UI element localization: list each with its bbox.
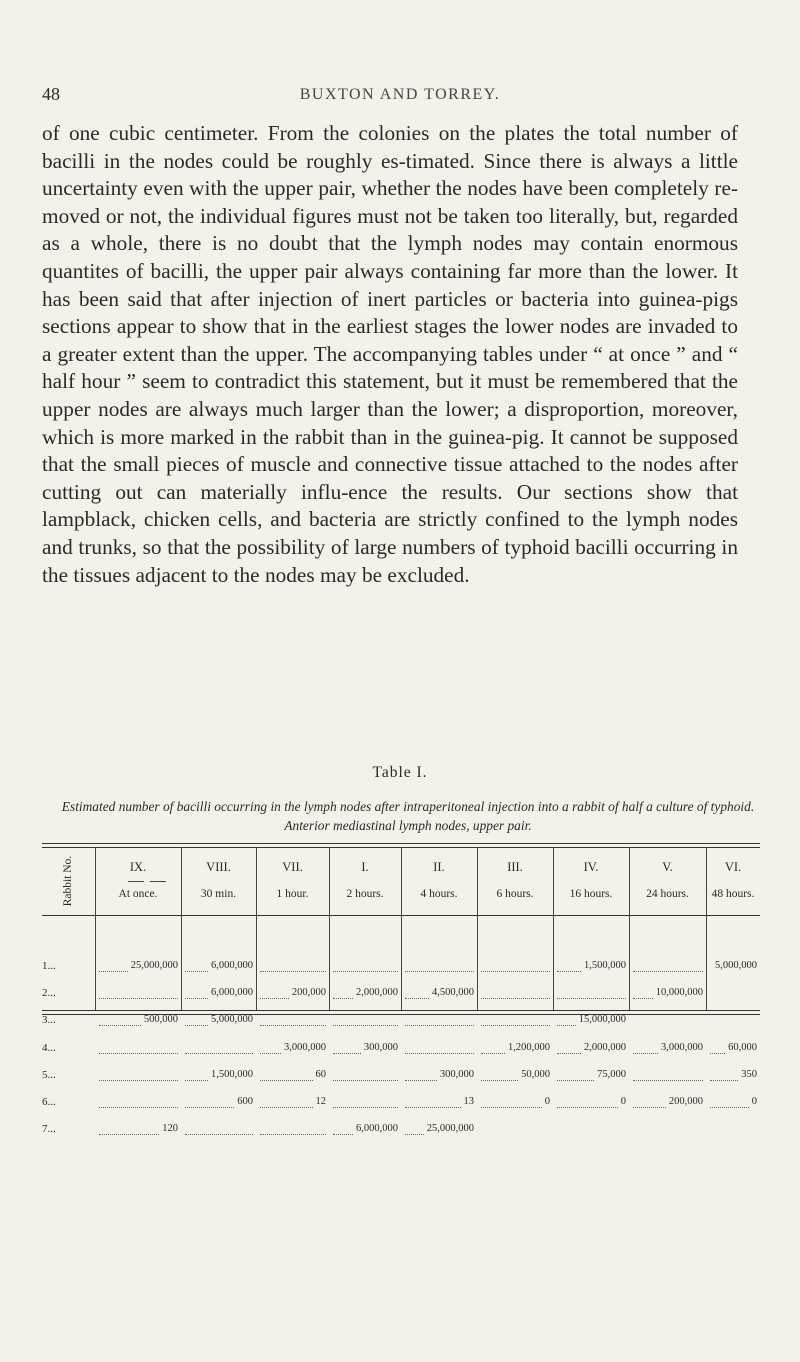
table-cell: 10,000,000 bbox=[655, 987, 703, 998]
cell-leader-dots bbox=[333, 1053, 361, 1054]
cell-leader-dots bbox=[710, 1107, 749, 1108]
page-number: 48 bbox=[42, 84, 60, 104]
cell-leader-dots bbox=[481, 1107, 542, 1108]
empty-cell-leader bbox=[99, 1080, 178, 1081]
column-header-time: 4 hours. bbox=[420, 888, 458, 900]
column-header-time: 1 hour. bbox=[276, 888, 309, 900]
cell-leader-dots bbox=[710, 1053, 725, 1054]
column-header-roman: VIII. bbox=[206, 860, 231, 874]
cell-leader-dots bbox=[481, 1053, 505, 1054]
column-header-roman: VI. bbox=[724, 860, 742, 874]
row-label: 4... bbox=[42, 1042, 56, 1054]
cell-leader-dots bbox=[99, 971, 128, 972]
table-cell: 60,000 bbox=[728, 1042, 757, 1053]
cell-leader-dots bbox=[185, 1080, 208, 1081]
table-top-rule bbox=[42, 843, 760, 844]
column-line bbox=[181, 847, 182, 1010]
table-heading-word: Table bbox=[372, 764, 412, 781]
empty-cell-leader bbox=[185, 1134, 253, 1135]
column-header-roman: I. bbox=[361, 860, 369, 874]
table-cell: 5,000,000 bbox=[211, 1014, 253, 1025]
table-cell: 1,200,000 bbox=[508, 1042, 550, 1053]
cell-leader-dots bbox=[710, 1080, 738, 1081]
table-heading-number: I. bbox=[416, 764, 428, 781]
column-header-time: 16 hours. bbox=[569, 888, 613, 900]
cell-leader-dots bbox=[260, 998, 289, 999]
table-cell: 0 bbox=[620, 1096, 626, 1107]
table-cell: 60 bbox=[315, 1069, 326, 1080]
cell-leader-dots bbox=[633, 1053, 658, 1054]
column-header-roman: V. bbox=[662, 860, 673, 874]
table-cell: 300,000 bbox=[363, 1042, 398, 1053]
table-cell: 200,000 bbox=[291, 987, 326, 998]
column-header-roman: IX. bbox=[129, 860, 147, 874]
table-cell: 120 bbox=[162, 1123, 178, 1134]
column-header-roman: VII. bbox=[282, 860, 303, 874]
table-cell: 1,500,000 bbox=[584, 960, 626, 971]
cell-leader-dots bbox=[633, 998, 653, 999]
table-cell: 0 bbox=[751, 1096, 757, 1107]
empty-cell-leader bbox=[481, 1025, 550, 1026]
column-line bbox=[95, 847, 96, 1010]
cell-leader-dots bbox=[185, 1107, 234, 1108]
table-cell: 50,000 bbox=[521, 1069, 550, 1080]
column-line bbox=[329, 847, 330, 1010]
column-line bbox=[629, 847, 630, 1010]
empty-cell-leader bbox=[99, 1107, 178, 1108]
table-cell: 2,000,000 bbox=[584, 1042, 626, 1053]
column-line bbox=[401, 847, 402, 1010]
cell-leader-dots bbox=[633, 1107, 666, 1108]
page-header bbox=[0, 84, 800, 108]
cell-leader-dots bbox=[481, 1080, 518, 1081]
table-cell: 0 bbox=[544, 1096, 550, 1107]
cell-leader-dots bbox=[405, 1080, 437, 1081]
cell-leader-dots bbox=[405, 1107, 461, 1108]
empty-cell-leader bbox=[260, 1025, 326, 1026]
empty-cell-leader bbox=[633, 971, 703, 972]
empty-cell-leader bbox=[481, 971, 550, 972]
empty-cell-leader bbox=[633, 1080, 703, 1081]
column-line bbox=[477, 847, 478, 1010]
cell-leader-dots bbox=[260, 1080, 313, 1081]
empty-cell-leader bbox=[333, 1025, 398, 1026]
empty-cell-leader bbox=[405, 971, 474, 972]
body-paragraph: of one cubic centimeter. From the colonies on the plates the total number of bacilli in the nodes could be roughly es-timated. Since there is always a little uncertainty even with the upper pair, whether the nodes have been completely re-moved or not, the individual figures must not be taken too literally, but, regarded as a whole, there is no doubt that the lymph nodes may contain enormous quantites of bacilli, the upper pair always containing far more than the lower. It has been said that after injection of inert particles or bacteria into guinea-pigs sections appear to show that in the earliest stages the lower nodes are invaded to a greater extent than the upper. The accompanying tables under “ at once ” and “ half hour ” seem to contradict this statement, but it must be remembered that the upper nodes are always much larger than the lower; a disproportion, moreover, which is more marked in the rabbit than in the guinea-pig. It cannot be supposed that the small pieces of muscle and connective tissue attached to the nodes after cutting out can materially influ-ence the results. Our sections show that lampblack, chicken cells, and bacteria are strictly confined to the lymph nodes and trunks, so that the possibility of large numbers of typhoid bacilli occurring in the tissues adjacent to the nodes may be excluded. bbox=[42, 121, 738, 587]
table-cell: 3,000,000 bbox=[284, 1042, 326, 1053]
table-cell: 5,000,000 bbox=[715, 960, 757, 971]
column-header-time: 30 min. bbox=[200, 888, 237, 900]
column-header-time: 24 hours. bbox=[646, 888, 689, 900]
cell-leader-dots bbox=[185, 971, 208, 972]
cell-leader-dots bbox=[333, 1134, 353, 1135]
empty-cell-leader bbox=[557, 998, 626, 999]
column-header-roman: IV. bbox=[583, 860, 599, 874]
row-label: 2... bbox=[42, 987, 56, 999]
column-header-time: 48 hours. bbox=[711, 888, 755, 900]
empty-cell-leader bbox=[185, 1053, 253, 1054]
empty-cell-leader bbox=[99, 998, 178, 999]
cell-leader-dots bbox=[99, 1025, 141, 1026]
empty-cell-leader bbox=[405, 1025, 474, 1026]
table-cell: 600 bbox=[237, 1096, 253, 1107]
column-header-time: 2 hours. bbox=[346, 888, 384, 900]
column-line bbox=[256, 847, 257, 1010]
table-caption: Estimated number of bacilli occurring in the lymph nodes after intraperitoneal injection into a rabbit of half a culture of typhoid. Anterior mediastinal lymph nodes, upper pair. bbox=[61, 799, 755, 833]
table-cell: 25,000,000 bbox=[426, 1123, 474, 1134]
cell-leader-dots bbox=[185, 1025, 208, 1026]
column-header-time: 6 hours. bbox=[496, 888, 534, 900]
column-header-roman: II. bbox=[433, 860, 445, 874]
cell-leader-dots bbox=[99, 1134, 159, 1135]
empty-cell-leader bbox=[260, 971, 326, 972]
row-label: 7... bbox=[42, 1123, 56, 1135]
table-cell: 6,000,000 bbox=[356, 1123, 398, 1134]
table-cell: 13 bbox=[463, 1096, 474, 1107]
table-cell: 2,000,000 bbox=[356, 987, 398, 998]
table-cell: 4,500,000 bbox=[432, 987, 474, 998]
table-cell: 6,000,000 bbox=[211, 987, 253, 998]
cell-leader-dots bbox=[405, 1134, 424, 1135]
table-heading bbox=[0, 764, 800, 782]
empty-cell-leader bbox=[333, 1080, 398, 1081]
row-label: 3... bbox=[42, 1014, 56, 1026]
table-cell: 350 bbox=[741, 1069, 757, 1080]
rabbit-no-header: Rabbit No. bbox=[62, 855, 74, 907]
empty-cell-leader bbox=[99, 1053, 178, 1054]
table-cell: 15,000,000 bbox=[578, 1014, 626, 1025]
table-cell: 1,500,000 bbox=[211, 1069, 253, 1080]
empty-cell-leader bbox=[405, 1053, 474, 1054]
row-label: 1... bbox=[42, 960, 56, 972]
row-label: 6... bbox=[42, 1096, 56, 1108]
cell-leader-dots bbox=[557, 971, 581, 972]
cell-leader-dots bbox=[185, 998, 208, 999]
running-head: BUXTON AND TORREY. bbox=[299, 86, 501, 103]
table-cell: 500,000 bbox=[143, 1014, 178, 1025]
table-cell: 3,000,000 bbox=[661, 1042, 703, 1053]
table-cell: 200,000 bbox=[668, 1096, 703, 1107]
row-label: 5... bbox=[42, 1069, 56, 1081]
table-cell: 6,000,000 bbox=[211, 960, 253, 971]
table-cell: 25,000,000 bbox=[130, 960, 178, 971]
cell-leader-dots bbox=[557, 1107, 618, 1108]
header-tick bbox=[128, 881, 144, 882]
table-cell: 12 bbox=[315, 1096, 326, 1107]
empty-cell-leader bbox=[333, 971, 398, 972]
cell-leader-dots bbox=[557, 1053, 581, 1054]
column-line bbox=[706, 847, 707, 1010]
table-cell: 75,000 bbox=[597, 1069, 626, 1080]
empty-cell-leader bbox=[333, 1107, 398, 1108]
cell-leader-dots bbox=[557, 1080, 594, 1081]
column-header-time: At once. bbox=[118, 888, 158, 900]
header-tick bbox=[150, 881, 166, 882]
column-header-roman: III. bbox=[507, 860, 523, 874]
table-cell: 300,000 bbox=[439, 1069, 474, 1080]
empty-cell-leader bbox=[260, 1134, 326, 1135]
table-bottom-rule bbox=[42, 1010, 760, 1011]
cell-leader-dots bbox=[260, 1053, 281, 1054]
column-line bbox=[553, 847, 554, 1010]
cell-leader-dots bbox=[260, 1107, 313, 1108]
cell-leader-dots bbox=[333, 998, 353, 999]
empty-cell-leader bbox=[481, 998, 550, 999]
cell-leader-dots bbox=[557, 1025, 576, 1026]
cell-leader-dots bbox=[405, 998, 429, 999]
